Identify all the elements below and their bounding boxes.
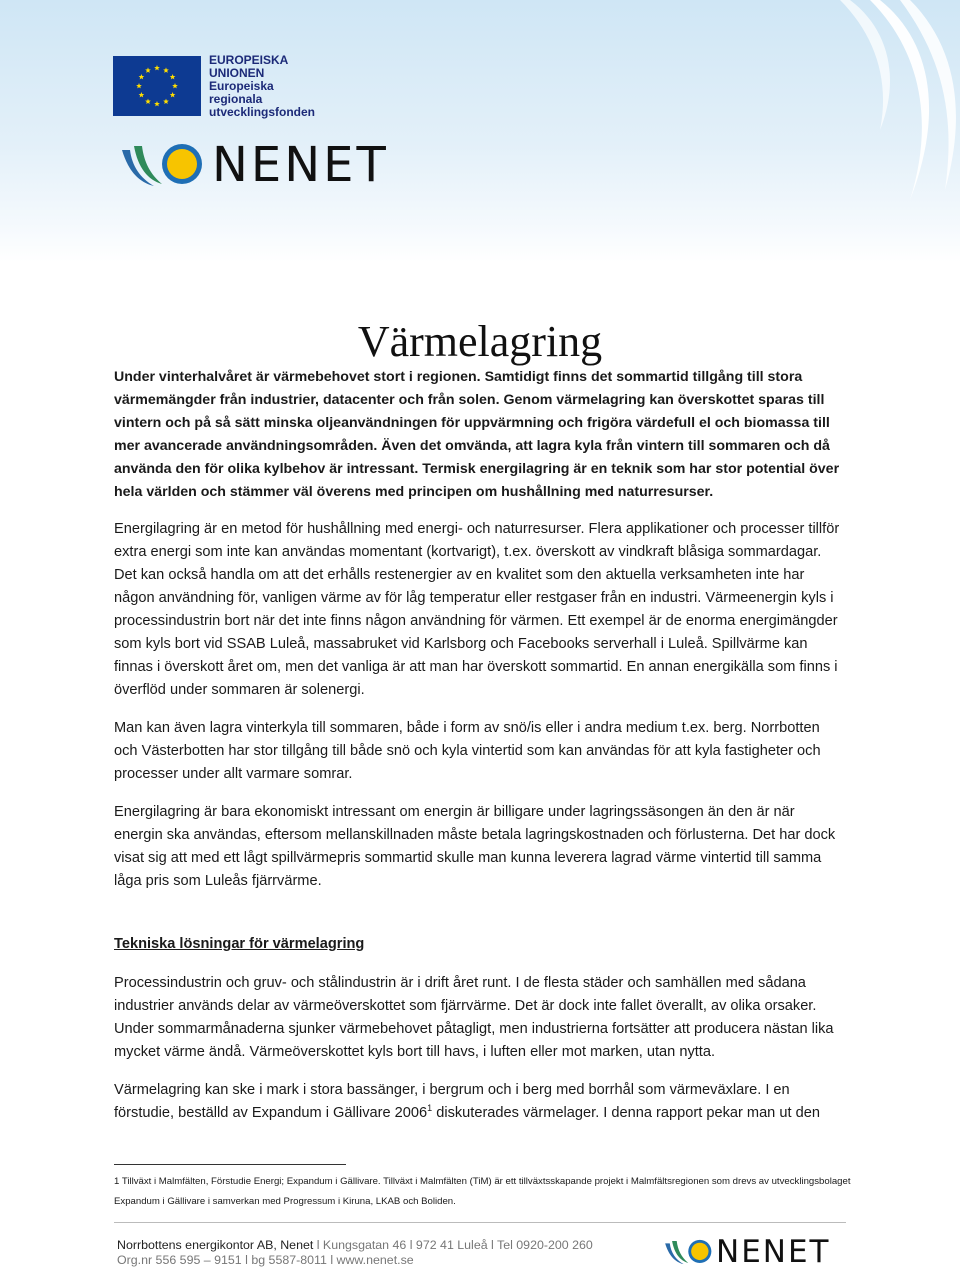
intro-paragraph: Under vinterhalvåret är värmebehovet stort i regionen. Samtidigt finns det sommartid tillgång till stora värmemängder från industrier, datacenter och från solen. Genom värmelagring kan överskottet sparas till vintern och på så sätt minska oljeanvändningen för uppvärmning och frigöra värdefull el och biomassa till mer avancerade användningsområden. Även det omvända, att lagra kyla från vintern till sommaren och då använda den för olika kylbehov är intressant. Termisk energilagring är en teknik som har stor potential över hela världen och stämmer väl överens med principen om hushållning med naturresurser. — [114, 369, 840, 500]
footer-address: l Kungsgatan 46 l 972 41 Luleå l Tel 0920-200 260 — [313, 1238, 593, 1252]
footnote: 1 Tillväxt i Malmfälten, Förstudie Energi; Expandum i Gällivare. Tillväxt i Malmfälten (TiM) är ett tillväxtsskapande projekt i Malmfältsregionen som drevs av utvecklingsbolaget Expandum i Gällivare i samverkan med Progressum i Kiruna, LKAB och Boliden. — [114, 1176, 851, 1207]
footer-wordmark: NENET — [716, 1234, 831, 1270]
eu-line: Europeiska — [209, 79, 274, 93]
eu-line: EUROPEISKA — [209, 53, 289, 67]
section-heading: Tekniska lösningar för värmelagring — [114, 936, 365, 952]
page-title: Värmelagring — [357, 317, 603, 366]
footer-company: Norrbottens energikontor AB, Nenet — [117, 1238, 314, 1252]
document-body — [114, 366, 846, 1140]
eu-line: UNIONEN — [209, 66, 265, 80]
paragraph-text: Värmelagring kan ske i mark i stora bassänger, i bergrum och i berg med borrhål som värmeväxlare. I en förstudie, beställd av Expandum i Gällivare 2006 — [114, 1082, 790, 1121]
footer-divider — [114, 1222, 846, 1223]
footer — [117, 1238, 593, 1267]
footnote-reference: 1 — [427, 1103, 433, 1113]
footnote-divider — [114, 1164, 346, 1165]
nenet-sun-logo-icon — [120, 140, 210, 190]
nenet-wordmark: NENET — [212, 137, 389, 193]
eu-flag-icon — [113, 56, 201, 116]
body-paragraph: Energilagring är en metod för hushållning med energi- och naturresurser. Flera applikationer och processer tillför extra energi som inte kan användas momentant (kortvarigt), t.ex. överskott av vindkraft blåsiga sommardagar. Det kan också handla om att det erhålls restenergier av en kvalitet som den aktuella verksamheten inte har någon användning för, vanligen värme av för låg temperatur eller restgaser från en industri. Värmeenergin kyls i processindustrin bort när det inte finns någon användning för värmen. Ett exempel är de enorma energimängder som kyls bort vid SSAB Luleå, massabruket vid Karlsborg och Facebooks serverhall i Luleå. Spillvärme kan finnas i överskott året om, men det vanliga är att man har överskott sommartid. En annan energikälla som finns i överflöd under sommaren är solenergi. — [114, 521, 840, 698]
body-paragraph: Man kan även lagra vinterkyla till sommaren, både i form av snö/is eller i andra medium t.ex. berg. Norrbotten och Västerbotten har stor tillgång till både snö och kyla vintertid som kan användas för att kyla fastigheter och processer under allt varmare somrar. — [114, 720, 821, 782]
nenet-sun-logo-icon — [664, 1236, 716, 1268]
paragraph-text: diskuterades värmelager. I denna rapport pekar man ut den — [432, 1105, 820, 1121]
body-paragraph: Energilagring är bara ekonomiskt intressant om energin är billigare under lagringssäsongen än den är när energin ska användas, eftersom mellanskillnaden måste betala lagringskostnaden och förlusterna. Det har dock visat sig att med ett lågt spillvärmepris sommartid skulle man kunna leverera lagrad värme vintertid till samma låga pris som Luleås fjärrvärme. — [114, 804, 836, 889]
decorative-swoosh-icon — [760, 0, 960, 262]
section-paragraph-last — [114, 1079, 846, 1125]
eu-line: regionala — [209, 92, 263, 106]
footer-registration: Org.nr 556 595 – 9151 l bg 5587-8011 l www.nenet.se — [117, 1252, 414, 1267]
eu-logo-text — [209, 54, 315, 119]
section-paragraph: Processindustrin och gruv- och stålindustrin är i drift året runt. I de flesta städer och samhällen med sådana industrier används delar av värmeöverskottet som fjärrvärme. Det är dock inte fallet överallt, av olika orsaker. Under sommarmånaderna sjunker värmebehovet påtagligt, men industrierna fortsätter att producera nästan lika mycket värme ändå. Värmeöverskottet kyls bort till havs, i luften eller mot marken, utan nytta. — [114, 975, 834, 1060]
eu-line: utvecklingsfonden — [209, 105, 316, 119]
